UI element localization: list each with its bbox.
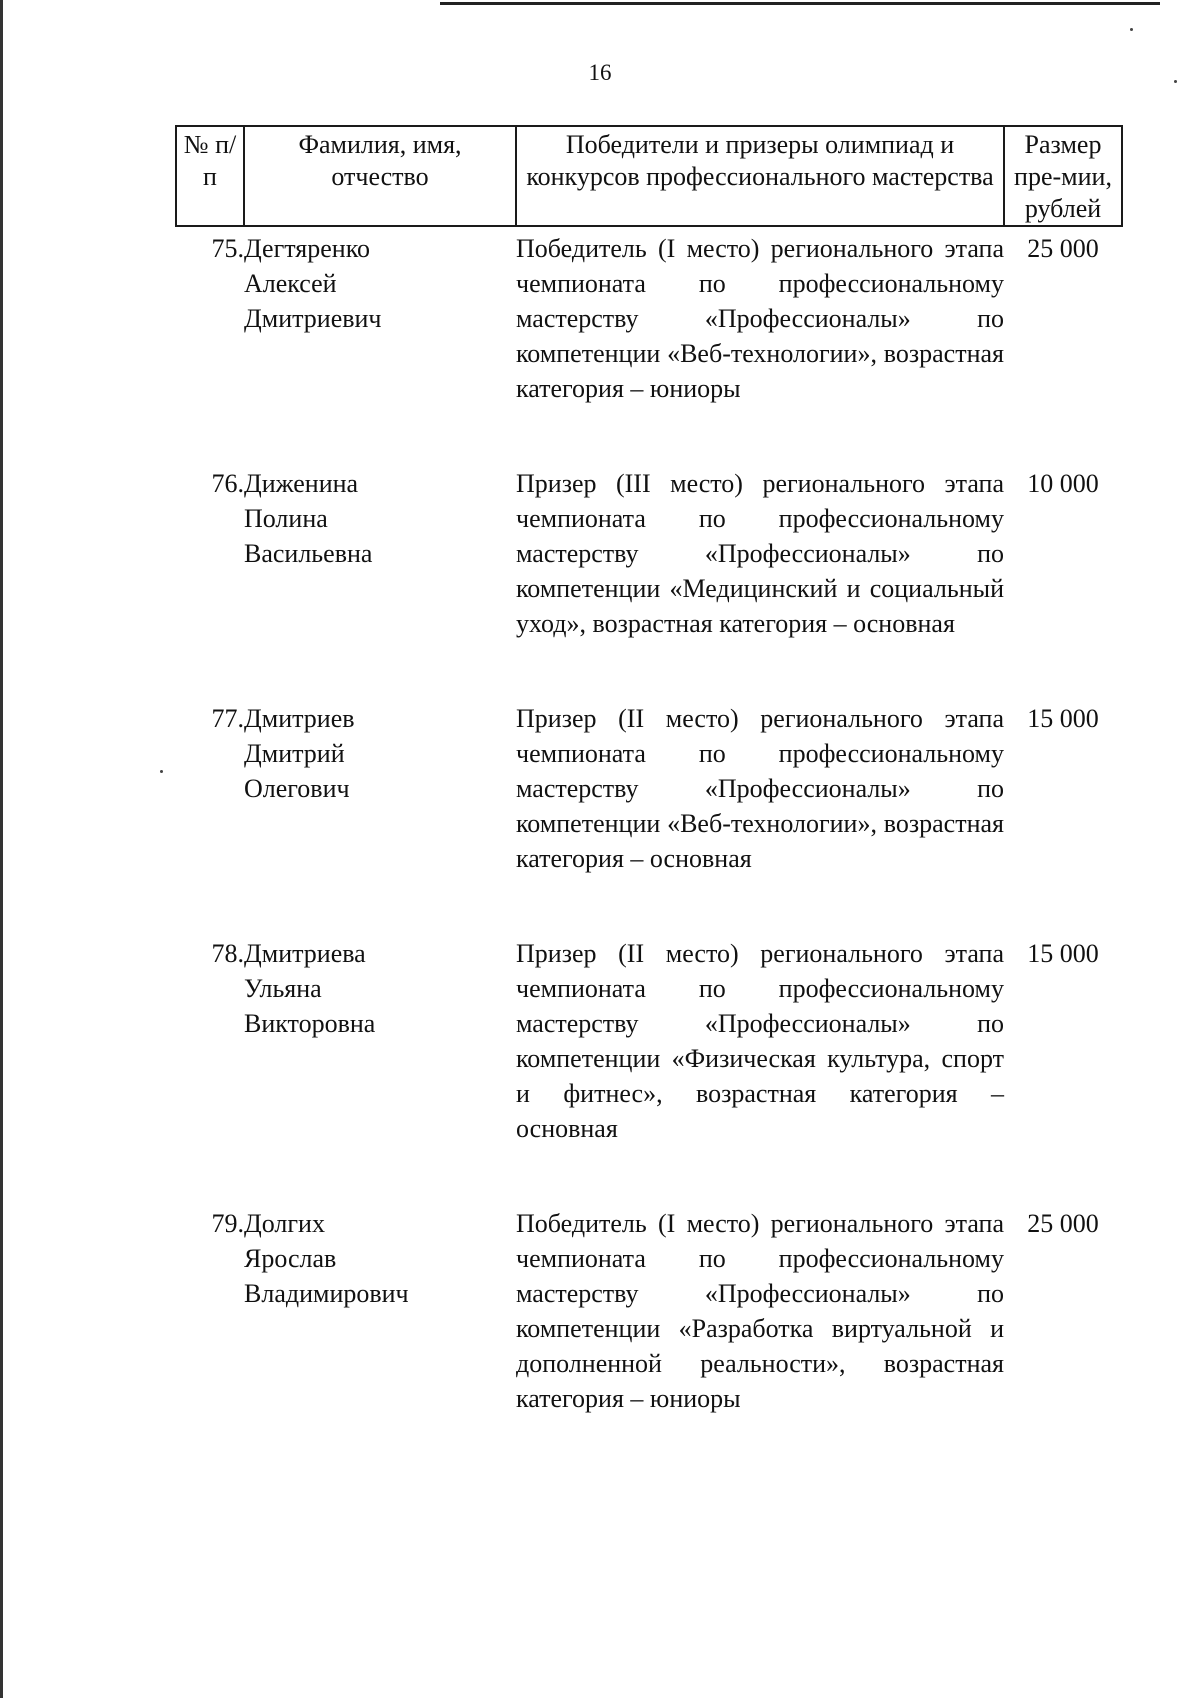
- table-body: [176, 226, 1122, 1416]
- row-spacer: [176, 406, 1122, 462]
- row-prize: 15 000: [1027, 704, 1099, 733]
- row-achievement: Победитель (I место) регионального этапа чемпионата по профессиональному мастерству «Профессионалы» по компетенции «Разработка виртуальной и дополненной реальности», возрастная категория – юниоры: [516, 1209, 1004, 1413]
- row-prize: 25 000: [1027, 234, 1099, 263]
- table-row: [176, 226, 1122, 406]
- row-spacer: [176, 641, 1122, 697]
- header-num: № п/п: [176, 126, 244, 226]
- row-achievement: Призер (II место) регионального этапа чемпионата по профессиональному мастерству «Профессионалы» по компетенции «Веб-технологии», возрастная категория – основная: [516, 704, 1004, 873]
- row-name: Дмитриева Ульяна Викторовна: [244, 939, 376, 1038]
- row-spacer: [176, 876, 1122, 932]
- row-number: 75.: [211, 234, 244, 263]
- row-achievement: Призер (III место) регионального этапа чемпионата по профессиональному мастерству «Профессионалы» по компетенции «Медицинский и социальный уход», возрастная категория – основная: [516, 469, 1004, 638]
- row-spacer: [176, 1146, 1122, 1202]
- row-achievement: Победитель (I место) регионального этапа чемпионата по профессиональному мастерству «Профессионалы» по компетенции «Веб-технологии», возрастная категория – юниоры: [516, 234, 1004, 403]
- row-name: Диженина Полина Васильевна: [244, 469, 373, 568]
- table-header: [176, 126, 1122, 226]
- row-number: 79.: [211, 1209, 244, 1238]
- scan-speck: [160, 770, 163, 773]
- header-name: Фамилия, имя, отчество: [244, 126, 516, 226]
- scan-top-rule: [440, 2, 1160, 5]
- table-row: [176, 1202, 1122, 1416]
- awards-table: [175, 125, 1123, 1416]
- row-number: 78.: [211, 939, 244, 968]
- row-name: Дегтяренко Алексей Дмитриевич: [244, 234, 382, 333]
- table-row: [176, 697, 1122, 876]
- row-name: Дмитриев Дмитрий Олегович: [244, 704, 355, 803]
- header-achievement: Победители и призеры олимпиад и конкурсов профессионального мастерства: [516, 126, 1004, 226]
- row-prize: 25 000: [1027, 1209, 1099, 1238]
- row-number: 77.: [211, 704, 244, 733]
- row-achievement: Призер (II место) регионального этапа чемпионата по профессиональному мастерству «Профессионалы» по компетенции «Физическая культура, спорт и фитнес», возрастная категория – основная: [516, 939, 1004, 1143]
- page-number: 16: [588, 60, 612, 85]
- scan-speck: [1130, 28, 1133, 31]
- scan-left-edge: [0, 0, 3, 1698]
- row-prize: 10 000: [1027, 469, 1099, 498]
- table-row: [176, 462, 1122, 641]
- header-prize: Размер пре-мии, рублей: [1004, 126, 1122, 226]
- row-name: Долгих Ярослав Владимирович: [244, 1209, 409, 1308]
- row-prize: 15 000: [1027, 939, 1099, 968]
- table-row: [176, 932, 1122, 1146]
- row-number: 76.: [211, 469, 244, 498]
